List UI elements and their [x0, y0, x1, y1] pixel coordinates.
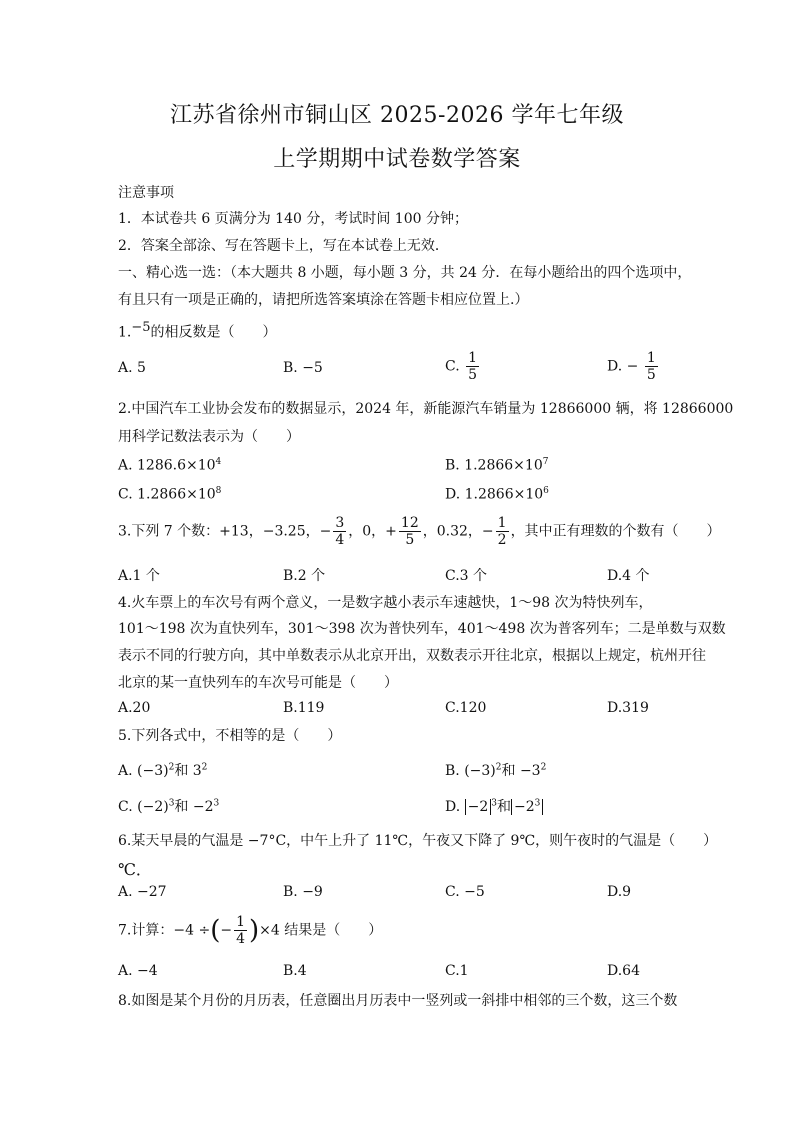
- q2-a-exp: 4: [215, 457, 222, 467]
- q5-c-exp: 3: [168, 798, 175, 809]
- q2-option-b: [445, 457, 548, 474]
- q5-b-base: (−3): [464, 763, 496, 779]
- q7-f-num: 1: [236, 914, 245, 930]
- q5-b-exp: 2: [495, 762, 502, 773]
- q1-option-d-label: D. −: [607, 358, 639, 375]
- q5-c-base: (−2): [137, 799, 169, 815]
- q1-option-b: B. −5: [283, 360, 323, 376]
- q1-expr: −5: [131, 320, 151, 335]
- q3-f2-den: 5: [405, 532, 415, 548]
- q1-d-den: 5: [646, 367, 656, 383]
- q7-part1: 7.计算：−4 ÷: [118, 922, 211, 939]
- q7-f-den: 4: [236, 931, 245, 947]
- q5-d-label: D.: [445, 799, 465, 815]
- q5-d-exp: 3: [491, 798, 498, 809]
- q3-f3-den: 2: [497, 532, 507, 548]
- q4-stem-line4: 北京的某一直快列车的车次号可能是（ ）: [118, 675, 398, 691]
- q5-option-a: [118, 760, 207, 780]
- q6-stem-line1: 6.某天早晨的气温是 −7°C，中午上升了 11℃，午夜又下降了 9℃，则午夜时的气温是（ ）: [118, 833, 718, 849]
- q2-a-text: A. 1286.6×10: [118, 457, 216, 474]
- q3-part4: ，其中正有理数的个数有（ ）: [510, 523, 721, 540]
- q5-c-label: C.: [118, 799, 138, 815]
- q4-stem-line3: 表示不同的行驶方向，其中单数表示从北京开出，双数表示开往北京，根据以上规定，杭州开往: [118, 648, 706, 664]
- q2-option-a: [118, 457, 221, 474]
- q1-option-a: A. 5: [118, 360, 146, 376]
- q2-stem-line1: 2.中国汽车工业协会发布的数据显示，2024 年，新能源汽车销量为 12866000 辆，将 12866000: [118, 401, 734, 417]
- notice-item-1: 1．本试卷共 6 页满分为 140 分，考试时间 100 分钟；: [118, 211, 468, 227]
- q8-stem-line1: 8.如图是某个月份的月历表，任意圈出月历表中一竖列或一斜排中相邻的三个数，这三个数: [118, 993, 678, 1009]
- q1-option-c-fraction: [466, 350, 479, 383]
- q6-option-c: C. −5: [445, 884, 485, 900]
- q5-option-d: [445, 796, 543, 816]
- q7-option-c: C.1: [445, 963, 469, 979]
- q1-c-den: 5: [468, 367, 478, 383]
- q5-d-mid: 和: [497, 799, 512, 815]
- q7-option-a: A. −4: [118, 963, 158, 979]
- q5-a-mid: 和 3: [174, 763, 202, 779]
- q3-f1-num: 3: [335, 515, 345, 531]
- q1-d-num: 1: [646, 350, 656, 366]
- q4-stem-line1: 4.火车票上的车次号有两个意义，一是数字越小表示车速越快，1～98 次为特快列车，: [118, 595, 653, 611]
- doc-title-line2: 上学期期中试卷数学答案: [273, 147, 521, 172]
- q4-option-a: A.20: [118, 700, 151, 716]
- q1-suffix: 的相反数是（ ）: [150, 324, 277, 341]
- q5-option-b: [445, 760, 546, 780]
- q1-c-num: 1: [468, 350, 478, 366]
- q5-b-exp2: 2: [540, 762, 547, 773]
- q3-f2-num: 12: [400, 515, 419, 531]
- q3-fraction-2: [399, 515, 421, 548]
- q2-d-text: D. 1.2866×10: [445, 486, 544, 503]
- q3-part1: 3.下列 7 个数：+13，−3.25，−: [118, 523, 332, 540]
- q7-option-b: B.4: [283, 963, 307, 979]
- q5-d-abs-1: [465, 799, 492, 815]
- q5-a-exp: 2: [168, 762, 175, 773]
- q5-stem: 5.下列各式中，不相等的是（ ）: [118, 728, 342, 744]
- q6-option-a: A. −27: [118, 884, 167, 900]
- q5-a-exp2: 2: [201, 762, 208, 773]
- q7-neg: −: [220, 922, 233, 939]
- q2-option-c: [118, 486, 221, 503]
- q7-left-paren: (: [210, 915, 221, 946]
- q5-d-abs-2: [511, 799, 543, 815]
- q5-c-exp2: 3: [213, 798, 220, 809]
- q5-d-exp2: 3: [534, 798, 541, 809]
- q5-option-c: [118, 796, 219, 816]
- q2-d-exp: 6: [543, 486, 549, 496]
- notice-item-2: 2．答案全部涂、写在答题卡上，写在本试卷上无效．: [118, 238, 449, 254]
- section1-intro-line2: 有且只有一项是正确的，请把所选答案填涂在答题卡相应位置上.）: [118, 292, 529, 308]
- q5-a-label: A.: [118, 763, 138, 779]
- q3-fraction-3: [496, 515, 509, 548]
- q7-option-d: D.64: [607, 963, 640, 979]
- q5-d-base2: −2: [514, 799, 535, 815]
- q3-part2: ，0，+: [348, 523, 397, 540]
- q5-d-base1: −2: [467, 799, 489, 815]
- q2-c-exp: 8: [215, 486, 222, 496]
- q3-fraction-1: [333, 515, 346, 548]
- q3-part3: ，0.32，−: [422, 523, 494, 540]
- q7-stem: [118, 914, 382, 947]
- section1-intro-line1: 一、精心选一选：（本大题共 8 小题，每小题 3 分，共 24 分．在每小题给出的四个选项中，: [118, 265, 692, 281]
- q1-stem: [118, 320, 277, 342]
- q1-option-d-fraction: [645, 350, 658, 383]
- notice-heading: 注意事项: [118, 185, 174, 201]
- q3-option-d: D.4 个: [607, 568, 650, 584]
- q5-a-base: (−3): [137, 763, 169, 779]
- q5-b-mid: 和 −3: [501, 763, 541, 779]
- q6-stem-line2: ℃．: [118, 860, 152, 879]
- q3-option-a: A.1 个: [118, 568, 160, 584]
- doc-title-line1: 江苏省徐州市铜山区 2025-2026 学年七年级: [170, 103, 624, 128]
- q6-option-b: B. −9: [283, 884, 323, 900]
- q3-option-c: C.3 个: [445, 568, 488, 584]
- q2-b-text: B. 1.2866×10: [445, 457, 543, 474]
- q7-right-paren: ): [249, 915, 260, 946]
- q3-f3-num: 1: [497, 515, 507, 531]
- q3-f1-den: 4: [335, 532, 345, 548]
- q1-option-d: [607, 350, 660, 383]
- q3-stem: [118, 515, 721, 548]
- q1-option-c: [445, 350, 481, 383]
- q5-b-label: B.: [445, 763, 465, 779]
- q7-part2: ×4 结果是（ ）: [259, 922, 383, 939]
- q4-option-d: D.319: [607, 700, 649, 716]
- q6-option-d: D.9: [607, 884, 632, 900]
- q3-option-b: B.2 个: [283, 568, 326, 584]
- q4-stem-line2: 101～198 次为直快列车，301～398 次为普快列车，401～498 次为普客列车；二是单数与双数: [118, 621, 726, 637]
- q7-fraction: [234, 914, 247, 947]
- q2-b-exp: 7: [542, 457, 549, 467]
- q2-stem-line2: 用科学记数法表示为（ ）: [118, 429, 300, 445]
- q1-option-c-label: C.: [445, 358, 460, 375]
- q2-c-text: C. 1.2866×10: [118, 486, 216, 503]
- q1-prefix: 1.: [118, 324, 132, 341]
- q4-option-b: B.119: [283, 700, 325, 716]
- q4-option-c: C.120: [445, 700, 487, 716]
- q5-c-mid: 和 −2: [174, 799, 214, 815]
- q2-option-d: [445, 486, 549, 503]
